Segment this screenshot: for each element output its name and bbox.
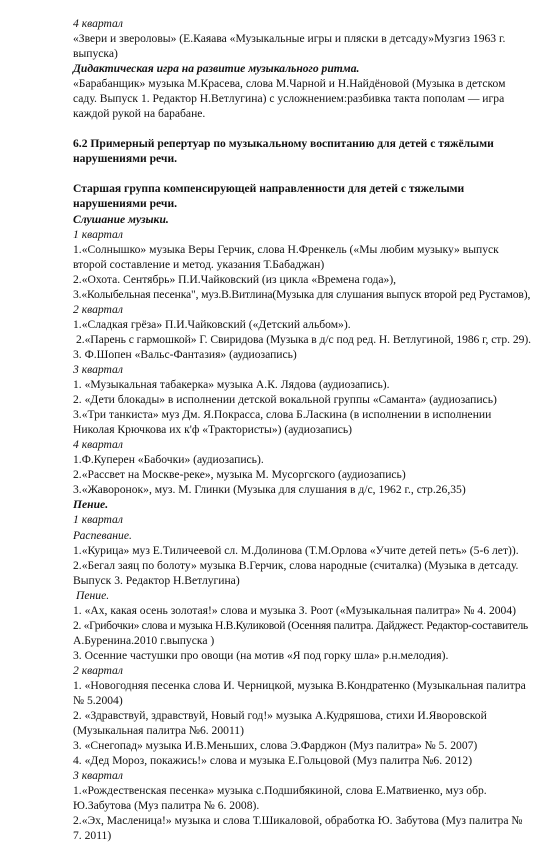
text-line: (Музыкальная палитра №6. 20011) [73,724,244,738]
text-line: 3. Осенние частушки про овощи (на мотив «Я под горку шла» р.н.мелодия). [73,648,449,662]
text-line: 2.«Рассвет на Москве-реке», музыка М. Мусоргского (аудиозапись) [73,468,406,482]
subheading-line: Распевание. [73,528,132,542]
text-line: 3. Ф.Шопен «Вальс-Фантазия» (аудиозапись) [73,347,297,361]
text-line: 1.«Сладкая грёза» П.И.Чайковский («Детский альбом»). [73,317,351,331]
text-line: 2.«Бегал заяц по болоту» музыка В.Герчик, слова народные (считалка) (Музыка в детсаду. [73,558,519,572]
text-line: «Барабанщик» музыка М.Красева, слова М.Чарной и Н.Найдёновой (Музыка в детском [73,77,506,91]
heading-line: Слушание музыки. [73,212,169,226]
document-page [73,16,531,843]
text-line: 2. «Дети блокады» в исполнении детской вокальной группы «Саманта» (аудиозапись) [73,393,497,407]
text-line: 2.«Эх, Масленица!» музыка и слова Т.Шикаловой, обработка Ю. Забутова (Муз палитра № [73,814,523,828]
text-line: второй составление и метод. указания Т.Бабаджан) [73,257,325,271]
text-line: 1.«Курица» муз Е.Тиличеевой сл. М.Долинова (Т.М.Орлова «Учите детей петь» (5-6 лет)). [73,543,519,557]
text-line: выпуска) [73,47,118,61]
text-line: 3.«Три танкиста» муз Дм. Я.Покрасса, слова Б.Ласкина (в исполнении в исполнении [73,408,492,422]
heading-line: Старшая группа компенсирующей направленности для детей с тяжелыми [73,182,465,196]
text-line: 1. «Ах, какая осень золотая!» слова и музыка З. Роот («Музыкальная палитра» № 4. 2004) [73,603,516,617]
text-line: А.Буренина.2010 г.выпуска ) [73,633,215,647]
text-line: каждой рукой на барабане. [73,107,206,121]
text-line: 3. «Снегопад» музыка И.В.Меньших, слова Э.Фарджон (Муз палитра» № 5. 2007) [73,739,478,753]
subheading-line: 1 квартал [73,513,123,527]
text-line: № 5.2004) [73,694,123,708]
spacer [73,166,513,181]
subheading-line: 3 квартал [73,769,123,783]
text-line: 2.«Охота. Сентябрь» П.И.Чайковский (из цикла «Времена года»), [73,272,397,286]
text-line: 1.Ф.Куперен «Бабочки» (аудиозапись). [73,453,264,467]
text-line: 2. «Грибочки» слова и музыка Н.В.Куликовой (Осенняя палитра. Дайджест. Редактор-составитель [73,618,528,632]
text-line: саду. Выпуск 1. Редактор Н.Ветлугина) с усложнением:разбивка такта пополам — игра [73,92,505,106]
text-line: 3.«Колыбельная песенка", муз.В.Витлина(Музыка для слушания выпуск второй ред Рустамов), [73,287,531,301]
heading-line: нарушениями речи. [73,152,178,166]
subheading-line: 4 квартал [73,438,123,452]
subheading-line: 3 квартал [73,362,123,376]
text-line: Ю.Забутова (Муз палитра № 6. 2008). [73,799,260,813]
heading-line: Дидактическая игра на развитие музыкального ритма. [73,62,360,76]
subheading-line: 4 квартал [73,17,123,30]
subheading-line: Пение. [76,588,110,602]
text-line: 1.«Рождественская песенка» музыка с.Подшибякиной, слова Е.Матвиенко, муз обр. [73,784,487,798]
text-line: «Звери и звероловы» (Е.Каяава «Музыкальные игры и пляски в детсаду»Музгиз 1963 г. [73,32,506,46]
text-line: 1. «Новогодняя песенка слова И. Черницкой, музыка В.Кондратенко (Музыкальная палитра [73,678,526,692]
heading-line: Пение. [73,498,109,512]
subheading-line: 2 квартал [73,663,123,677]
text-line: 1. «Музыкальная табакерка» музыка А.К. Лядова (аудиозапись). [73,378,390,392]
text-line: Выпуск 3. Редактор Н.Ветлугина) [73,573,240,587]
text-line: 2.«Парень с гармошкой» Г. Свиридова (Музыка в д/с под ред. Н. Ветлугиной, 1986 г, стр. 29). [76,332,531,346]
text-line: 3.«Жаворонок», муз. М. Глинки (Музыка для слушания в д/с, 1962 г., стр.26,35) [73,483,466,497]
heading-line: нарушениями речи. [73,197,178,211]
heading-line: 6.2 Примерный репертуар по музыкальному воспитанию для детей с тяжёлыми [73,137,494,151]
spacer [73,121,513,136]
text-line: 2. «Здравствуй, здравствуй, Новый год!» музыка А.Кудряшова, стихи И.Яворовской [73,709,487,723]
text-line: 7. 2011) [73,829,112,843]
subheading-line: 1 квартал [73,227,123,241]
text-line: 1.«Солнышко» музыка Веры Герчик, слова Н.Френкель («Мы любим музыку» выпуск [73,242,499,256]
text-line: Николая Крючкова их к'ф «Трактористы») (аудиозапись) [73,423,353,437]
subheading-line: 2 квартал [73,302,123,316]
text-line: 4. «Дед Мороз, покажись!» слова и музыка Е.Гольцовой (Муз палитра №6. 2012) [73,754,473,768]
